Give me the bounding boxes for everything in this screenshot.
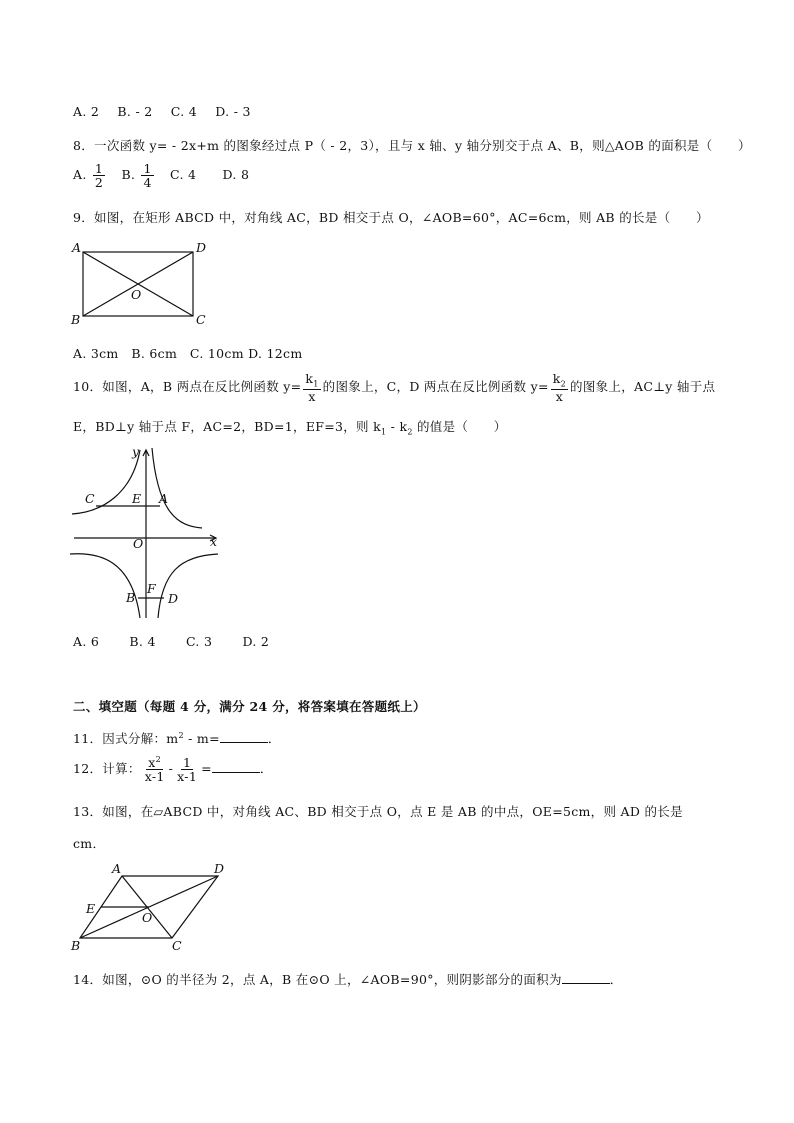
label-o: O [131, 287, 142, 302]
q8-options: A. $\frac{1}{2}$ B. $\frac{1}{4}$ C. 4 D. 8 [73, 161, 250, 191]
q14-question: 14．如图，⊙O 的半径为 2，点 A，B 在⊙O 上，∠AOB=90°，则阴影部分的面积为 ． [73, 972, 623, 987]
q13-question-line1: 13．如图，在▱ABCD 中，对角线 AC、BD 相交于点 O，点 E 是 AB 的中点，OE=5cm，则 AD 的长是 [73, 804, 683, 819]
label-o: O [142, 910, 153, 925]
q7-option-c: C. 4 [170, 104, 198, 119]
q13-question-line2: cm． [73, 836, 106, 851]
q13-parallelogram-figure [68, 858, 238, 954]
q9-options: A. 3cm B. 6cm C. 10cm D. 12cm [73, 346, 303, 361]
q9-question: 9．如图，在矩形 ABCD 中，对角线 AC，BD 相交于点 O，∠AOB=60°，AC=6cm，则 AB 的长是（ ） [73, 210, 709, 225]
curve-k1-q3 [70, 554, 140, 618]
q12-fraction-2: $\frac{1}{x-1}$ [177, 755, 198, 785]
label-c: C [172, 938, 182, 953]
q8-option-b-fraction: $\frac{1}{4}$ [143, 161, 152, 191]
q10-k2-fraction: $\frac{k_2}{x}$ [552, 371, 567, 404]
label-a: A [159, 491, 169, 506]
q7-option-a: A. 2 [73, 104, 100, 119]
q12-answer-blank[interactable] [212, 771, 260, 773]
q8-option-d: D. 8 [222, 167, 250, 183]
q7-option-b: B. - 2 [117, 104, 153, 119]
q11-answer-blank[interactable] [220, 741, 268, 743]
label-c: C [85, 491, 95, 506]
q14-answer-blank[interactable] [562, 982, 610, 984]
curve-k2-q2 [72, 450, 140, 514]
q10-hyperbola-figure [70, 442, 230, 620]
label-d: D [168, 591, 179, 606]
section-2-heading: 二、填空题（每题 4 分，满分 24 分，将答案填在答题纸上） [73, 699, 426, 714]
q7-option-d: D. - 3 [215, 104, 251, 119]
curve-k2-q4 [158, 554, 218, 618]
label-c: C [196, 312, 206, 327]
label-d: D [214, 861, 225, 876]
label-b: B [71, 312, 81, 327]
q10-k1-fraction: $\frac{k_1}{x}$ [305, 371, 319, 404]
q10-question-line1: 10．如图，A，B 两点在反比例函数 y= $\frac{k_1}{x}$ 的图象上，C，D 两点在反比例函数 y= $\frac{k_2}{x}$ 的图象上，AC⊥y 轴于点 [73, 371, 716, 404]
label-x: x [210, 534, 218, 549]
q10-option-b: B. 4 [129, 634, 156, 649]
q8-option-a-fraction: $\frac{1}{2}$ [94, 161, 104, 191]
q12-question: 12．计算： $\frac{x^2}{x-1}$ - $\frac{1}{x-1}$ = ． [73, 755, 273, 785]
label-b: B [71, 938, 81, 953]
q10-option-a: A. 6 [73, 634, 100, 649]
q8-option-c: C. 4 [170, 167, 197, 183]
label-d: D [196, 240, 207, 255]
q10-options [73, 634, 283, 649]
label-e: E [86, 901, 96, 916]
label-o: O [133, 536, 144, 551]
q7-options [73, 104, 265, 119]
label-y: y [132, 444, 140, 459]
label-f: F [147, 581, 156, 596]
q10-option-d: D. 2 [242, 634, 270, 649]
q10-question-line2: E，BD⊥y 轴于点 F，AC=2，BD=1，EF=3，则 $k_1 - k_2$ 的值是（ ） [73, 419, 507, 437]
label-a: A [72, 240, 82, 255]
q11-question: 11．因式分解：$m^2 - m=$ ． [73, 730, 281, 746]
label-e: E [132, 491, 142, 506]
q10-option-c: C. 3 [186, 634, 213, 649]
q12-fraction-1: $\frac{x^2}{x-1}$ [144, 755, 165, 785]
curve-k1-q1 [152, 448, 202, 528]
label-b: B [126, 590, 136, 605]
label-a: A [112, 861, 122, 876]
q9-rectangle-figure [70, 238, 220, 330]
q8-question: 8．一次函数 y= - 2x+m 的图象经过点 P（ - 2，3），且与 x 轴、y 轴分别交于点 A、B，则△AOB 的面积是（ ） [73, 138, 751, 153]
